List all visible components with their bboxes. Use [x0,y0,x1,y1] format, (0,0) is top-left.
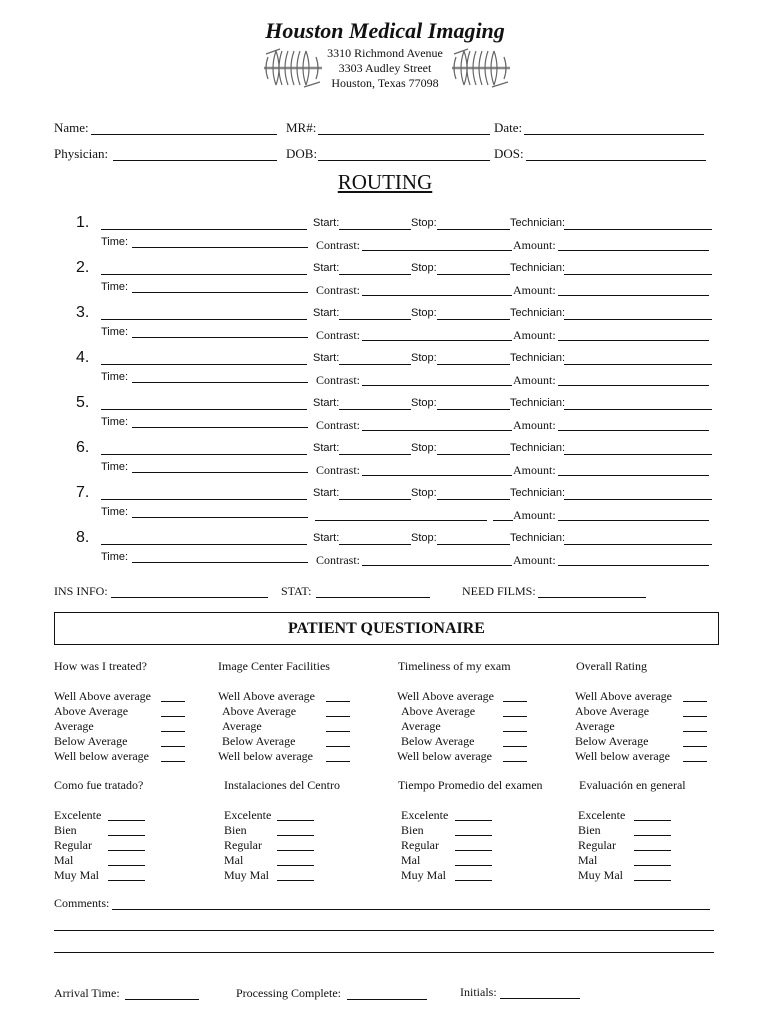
rating-option-blank[interactable] [683,746,707,747]
questionnaire-column-header: Image Center Facilities [218,659,330,673]
rating-option-blank[interactable] [161,716,185,717]
time-field[interactable] [132,292,308,293]
comments-label: Comments: [54,896,110,910]
contrast-field[interactable] [362,340,512,341]
rating-option-blank[interactable] [326,746,350,747]
time-field[interactable] [132,337,308,338]
start-label: Start: [313,352,340,364]
rating-option-label: Below Average [401,734,475,748]
stat-field[interactable] [316,597,430,598]
stop-label: Stop: [411,217,437,229]
rating-option-blank-es[interactable] [108,850,145,851]
contrast-field[interactable] [362,250,512,251]
stop-label: Stop: [411,262,437,274]
rating-option-label-es: Bien [401,823,424,837]
rating-option-blank-es[interactable] [455,865,492,866]
routing-row-number: 1. [76,214,90,231]
contrast-field[interactable] [362,475,512,476]
amount-field[interactable] [558,250,709,251]
technician-label: Technician: [510,442,566,454]
rating-option-label-es: Bien [224,823,247,837]
contrast-field[interactable] [362,385,512,386]
rating-option-blank-es[interactable] [634,850,671,851]
start-field[interactable] [339,409,411,410]
contrast-field[interactable] [362,295,512,296]
rating-option-blank[interactable] [326,761,350,762]
start-label: Start: [313,532,340,544]
technician-label: Technician: [510,307,566,319]
stop-label: Stop: [411,487,437,499]
amount-field[interactable] [558,565,709,566]
processing-complete-field[interactable] [347,999,427,1000]
contrast-field[interactable] [315,520,487,521]
rating-option-label-es: Regular [224,838,262,852]
rating-option-label-es: Regular [578,838,616,852]
routing-row-number: 7. [76,484,90,501]
technician-label: Technician: [510,487,566,499]
rating-option-blank-es[interactable] [634,865,671,866]
questionnaire-column-header: Timeliness of my exam [398,659,511,673]
start-label: Start: [313,487,340,499]
stat-label: STAT: [281,584,312,598]
time-label: Time: [101,551,129,563]
rating-option-blank-es[interactable] [277,835,314,836]
rating-option-blank[interactable] [683,731,707,732]
stop-field[interactable] [437,229,510,230]
rating-option-label: Below Average [54,734,128,748]
rating-option-label: Well below average [54,749,149,763]
physician-field[interactable] [113,160,277,161]
rating-option-blank-es[interactable] [108,865,145,866]
address-line-3: Houston, Texas 77098 [331,76,439,90]
rating-option-label-es: Muy Mal [224,868,269,882]
rating-option-blank-es[interactable] [455,820,492,821]
start-field[interactable] [339,499,411,500]
amount-label: Amount: [513,238,556,252]
dob-field[interactable] [318,160,490,161]
technician-field[interactable] [564,499,712,500]
technician-label: Technician: [510,352,566,364]
routing-exam-field[interactable] [101,319,307,320]
rating-option-label-es: Excelente [401,808,449,822]
rating-option-blank[interactable] [503,746,527,747]
stop-field[interactable] [437,544,510,545]
rating-option-label-es: Mal [224,853,244,867]
technician-label: Technician: [510,262,566,274]
magnet-coil-logo-left [262,45,324,91]
contrast-field[interactable] [362,565,512,566]
rating-option-label-es: Mal [578,853,598,867]
rating-option-blank-es[interactable] [108,880,145,881]
time-label: Time: [101,371,129,383]
stop-label: Stop: [411,352,437,364]
stop-field[interactable] [437,319,510,320]
rating-option-label: Average [54,719,94,733]
technician-field[interactable] [564,364,712,365]
rating-option-label: Well Above average [218,689,315,703]
contrast-label: Contrast: [316,418,360,432]
technician-label: Technician: [510,397,566,409]
address-line-2: 3303 Audley Street [338,61,432,75]
amount-label: Amount: [513,508,556,522]
address-line-1: 3310 Richmond Avenue [327,46,443,60]
name-field[interactable] [91,134,277,135]
technician-label: Technician: [510,532,566,544]
contrast-field[interactable] [362,430,512,431]
stop-label: Stop: [411,397,437,409]
rating-option-blank-es[interactable] [277,820,314,821]
technician-field[interactable] [564,229,712,230]
rating-option-label: Above Average [401,704,476,718]
magnet-coil-logo-right [450,45,512,91]
rating-option-blank-es[interactable] [108,820,145,821]
amount-prefix-field[interactable] [493,520,513,521]
amount-label: Amount: [513,283,556,297]
rating-option-blank-es[interactable] [634,880,671,881]
questionnaire-column-header-es: Como fue tratado? [54,778,144,792]
date-label: Date: [494,120,523,135]
processing-complete-label: Processing Complete: [236,986,341,1000]
ins-info-label: INS INFO: [54,584,108,598]
amount-field[interactable] [558,340,709,341]
rating-option-blank-es[interactable] [634,820,671,821]
rating-option-label: Well below average [397,749,492,763]
amount-label: Amount: [513,328,556,342]
questionnaire-column-header-es: Tiempo Promedio del examen [398,778,543,792]
rating-option-label-es: Excelente [224,808,272,822]
time-field[interactable] [132,382,308,383]
need-films-field[interactable] [538,597,646,598]
rating-option-blank[interactable] [683,716,707,717]
technician-field[interactable] [564,544,712,545]
routing-row-number: 8. [76,529,90,546]
rating-option-label-es: Mal [54,853,74,867]
rating-option-label-es: Bien [54,823,77,837]
routing-exam-field[interactable] [101,274,307,275]
time-label: Time: [101,506,129,518]
amount-field[interactable] [558,475,709,476]
contrast-label: Contrast: [316,373,360,387]
dos-label: DOS: [494,146,524,161]
rating-option-blank[interactable] [683,761,707,762]
stop-label: Stop: [411,532,437,544]
technician-field[interactable] [564,319,712,320]
routing-exam-field[interactable] [101,454,307,455]
dob-label: DOB: [286,146,318,161]
time-label: Time: [101,416,129,428]
rating-option-blank[interactable] [503,701,527,702]
arrival-time-label: Arrival Time: [54,986,120,1000]
amount-label: Amount: [513,373,556,387]
comments-field[interactable] [112,909,710,910]
time-label: Time: [101,236,129,248]
start-field[interactable] [339,319,411,320]
routing-exam-field[interactable] [101,409,307,410]
name-label: Name: [54,120,89,135]
rating-option-label-es: Muy Mal [54,868,99,882]
start-label: Start: [313,397,340,409]
rating-option-label: Below Average [222,734,296,748]
routing-row-number: 5. [76,394,90,411]
rating-option-label: Above Average [575,704,650,718]
time-label: Time: [101,326,129,338]
routing-title: ROUTING [337,170,433,194]
arrival-time-field[interactable] [125,999,199,1000]
contrast-label: Contrast: [316,283,360,297]
physician-label: Physician: [54,146,109,161]
amount-field[interactable] [558,295,709,296]
mr-label: MR#: [286,120,317,135]
rating-option-label-es: Bien [578,823,601,837]
routing-exam-field[interactable] [101,499,307,500]
start-field[interactable] [339,274,411,275]
rating-option-label: Above Average [222,704,297,718]
rating-option-label: Below Average [575,734,649,748]
stop-field[interactable] [437,499,510,500]
rating-option-label: Average [401,719,441,733]
stop-field[interactable] [437,364,510,365]
time-field[interactable] [132,517,308,518]
start-field[interactable] [339,544,411,545]
rating-option-blank-es[interactable] [108,835,145,836]
routing-exam-field[interactable] [101,364,307,365]
rating-option-blank[interactable] [503,761,527,762]
initials-field[interactable] [500,998,580,999]
rating-option-blank[interactable] [326,731,350,732]
start-label: Start: [313,307,340,319]
questionnaire-column-header-es: Evaluación en general [579,778,686,792]
rating-option-blank-es[interactable] [277,850,314,851]
start-field[interactable] [339,229,411,230]
rating-option-label: Average [222,719,262,733]
rating-option-blank-es[interactable] [455,835,492,836]
need-films-label: NEED FILMS: [462,584,536,598]
routing-row-number: 3. [76,304,90,321]
technician-field[interactable] [564,274,712,275]
rating-option-label-es: Mal [401,853,421,867]
rating-option-label-es: Muy Mal [401,868,446,882]
technician-field[interactable] [564,454,712,455]
time-label: Time: [101,461,129,473]
time-field[interactable] [132,427,308,428]
rating-option-label: Above Average [54,704,129,718]
rating-option-blank-es[interactable] [277,865,314,866]
rating-option-blank[interactable] [326,716,350,717]
rating-option-blank[interactable] [161,761,185,762]
rating-option-blank-es[interactable] [634,835,671,836]
rating-option-label-es: Excelente [54,808,102,822]
stop-field[interactable] [437,454,510,455]
rating-option-blank[interactable] [161,746,185,747]
time-field[interactable] [132,247,308,248]
routing-row-number: 2. [76,259,90,276]
contrast-label: Contrast: [316,328,360,342]
start-field[interactable] [339,364,411,365]
questionnaire-column-header: Overall Rating [576,659,647,673]
rating-option-blank[interactable] [683,701,707,702]
rating-option-label-es: Regular [401,838,439,852]
amount-field[interactable] [558,520,709,521]
comments-line-2[interactable] [54,930,714,931]
start-label: Start: [313,442,340,454]
rating-option-blank[interactable] [161,731,185,732]
questionnaire-column-header: How was I treated? [54,659,147,673]
routing-row-number: 4. [76,349,90,366]
clinic-title: Houston Medical Imaging [265,18,505,43]
stop-label: Stop: [411,307,437,319]
stop-label: Stop: [411,442,437,454]
stop-field[interactable] [437,409,510,410]
start-field[interactable] [339,454,411,455]
amount-label: Amount: [513,463,556,477]
rating-option-label: Well below average [218,749,313,763]
date-field[interactable] [524,134,704,135]
contrast-label: Contrast: [316,463,360,477]
questionnaire-column-header-es: Instalaciones del Centro [224,778,340,792]
rating-option-blank-es[interactable] [455,850,492,851]
contrast-label: Contrast: [316,238,360,252]
rating-option-label-es: Regular [54,838,92,852]
rating-option-label-es: Muy Mal [578,868,623,882]
amount-label: Amount: [513,553,556,567]
time-field[interactable] [132,562,308,563]
mr-field[interactable] [318,134,490,135]
rating-option-label: Well Above average [575,689,672,703]
technician-label: Technician: [510,217,566,229]
amount-label: Amount: [513,418,556,432]
routing-row-number: 6. [76,439,90,456]
comments-line-3[interactable] [54,952,714,953]
initials-label: Initials: [460,985,497,999]
rating-option-label: Well Above average [54,689,151,703]
routing-exam-field[interactable] [101,229,307,230]
rating-option-blank-es[interactable] [277,880,314,881]
amount-field[interactable] [558,430,709,431]
time-field[interactable] [132,472,308,473]
stop-field[interactable] [437,274,510,275]
rating-option-blank[interactable] [161,701,185,702]
start-label: Start: [313,262,340,274]
rating-option-blank[interactable] [503,731,527,732]
time-label: Time: [101,281,129,293]
rating-option-blank[interactable] [326,701,350,702]
rating-option-label: Well below average [575,749,670,763]
rating-option-label: Well Above average [397,689,494,703]
rating-option-blank-es[interactable] [455,880,492,881]
amount-field[interactable] [558,385,709,386]
rating-option-label-es: Excelente [578,808,626,822]
dos-field[interactable] [526,160,706,161]
start-label: Start: [313,217,340,229]
rating-option-label: Average [575,719,615,733]
questionnaire-title: PATIENT QUESTIONAIRE [288,620,485,637]
rating-option-blank[interactable] [503,716,527,717]
contrast-label: Contrast: [316,553,360,567]
ins-info-field[interactable] [111,597,268,598]
technician-field[interactable] [564,409,712,410]
routing-exam-field[interactable] [101,544,307,545]
